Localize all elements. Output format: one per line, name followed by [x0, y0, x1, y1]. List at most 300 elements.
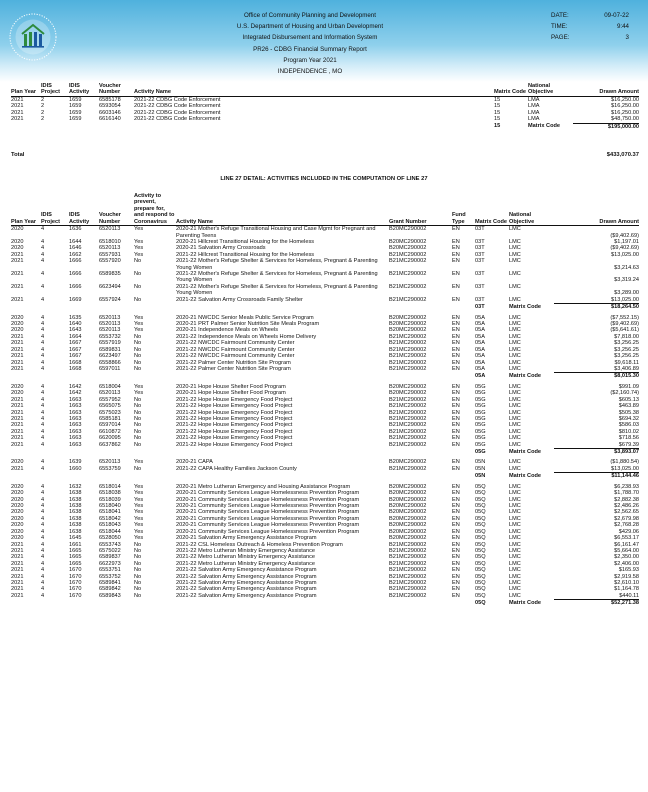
col-voucher: Voucher Number — [99, 193, 134, 226]
cell-activity-name: 2021-22 Hope House Emergency Food Project — [176, 422, 293, 429]
subtotal-row — [11, 473, 639, 480]
cell-drawn-amount: $2,350.00 — [614, 554, 639, 561]
cell-idis-activity: 1670 — [69, 573, 82, 580]
subtotal-amount: $11,144.46 — [554, 473, 639, 480]
cell-voucher: 6585181 — [99, 415, 121, 422]
cell-matrix-code: 05A — [475, 327, 485, 334]
cell-idis-activity: 1670 — [69, 567, 82, 574]
col-national-objective: National Objective — [509, 193, 554, 226]
col-plan-year: Plan Year — [11, 193, 41, 226]
cell-matrix-code: 05Q — [475, 496, 486, 503]
subtotal-row — [11, 123, 639, 130]
col-matrix-code: Matrix Code — [475, 193, 509, 226]
cell-plan-year: 2021 — [11, 116, 24, 123]
cell-idis-activity: 1640 — [69, 321, 82, 328]
cell-matrix-code: 05Q — [475, 560, 486, 567]
subtotal-code: 03T — [475, 303, 485, 310]
cell-idis-project: 4 — [41, 541, 45, 548]
cell-idis-project: 4 — [41, 502, 45, 509]
cell-fund-type: EN — [452, 365, 460, 372]
cell-fund-type: EN — [452, 428, 460, 435]
cell-voucher: 6518014 — [99, 483, 121, 490]
cell-national-objective: LMC — [509, 321, 521, 328]
cell-drawn-amount: $991.09 — [618, 383, 639, 390]
empty-cell — [452, 449, 475, 456]
subtotal-code: 05Q — [475, 599, 486, 606]
cell-drawn-amount: ($5,641.61) — [610, 327, 639, 334]
cell-fund-type: EN — [452, 359, 460, 366]
cell-grant-number: B20MC290002 — [389, 496, 427, 503]
cell-idis-project: 4 — [41, 465, 45, 472]
cell-coronavirus: Yes — [134, 515, 144, 522]
cell-national-objective: LMC — [509, 586, 521, 593]
cell-fund-type: EN — [452, 296, 460, 303]
cell-voucher: 6520113 — [99, 226, 121, 233]
empty-cell — [99, 600, 134, 607]
cell-coronavirus: Yes — [134, 314, 144, 321]
cell-plan-year: 2021 — [11, 465, 24, 472]
cell-coronavirus: Yes — [134, 238, 144, 245]
cell-fund-type: EN — [452, 422, 460, 429]
cell-grant-number: B21MC290002 — [389, 359, 427, 366]
cell-drawn-amount: $3,289.00 — [614, 290, 639, 297]
cell-idis-activity: 1660 — [69, 465, 82, 472]
cell-matrix-code: 05Q — [475, 528, 486, 535]
empty-cell — [99, 473, 134, 480]
cell-coronavirus: Yes — [134, 509, 144, 516]
empty-cell — [176, 600, 389, 607]
cell-fund-type: EN — [452, 251, 460, 258]
cell-grant-number: B21MC290002 — [389, 547, 427, 554]
cell-fund-type: EN — [452, 567, 460, 574]
empty-cell — [134, 600, 176, 607]
cell-idis-project: 4 — [41, 271, 45, 278]
cell-coronavirus: Yes — [134, 321, 144, 328]
cell-idis-project: 4 — [41, 415, 45, 422]
cell-grant-number: B21MC290002 — [389, 296, 427, 303]
cell-plan-year: 2021 — [11, 258, 24, 265]
subtotal-row — [11, 600, 639, 607]
table-row — [11, 284, 639, 297]
cell-plan-year: 2020 — [11, 226, 24, 233]
date-value: 09-07-22 — [604, 12, 629, 19]
cell-idis-activity: 1665 — [69, 554, 82, 561]
cell-fund-type: EN — [452, 390, 460, 397]
cell-voucher: 6622973 — [99, 560, 121, 567]
cell-voucher: 6520113 — [99, 245, 121, 252]
cell-idis-project: 4 — [41, 258, 45, 265]
cell-coronavirus: No — [134, 333, 142, 340]
cell-voucher: 6553759 — [99, 465, 121, 472]
cell-national-objective: LMC — [509, 340, 521, 347]
cell-grant-number: B20MC290002 — [389, 390, 427, 397]
cell-activity-name: 2020-21 Salvation Army Emergency Assistance Program — [176, 535, 317, 542]
cell-activity-name: 2020-21 Independence Meals on Wheels — [176, 327, 279, 334]
cell-idis-activity: 1659 — [69, 96, 82, 103]
cell-idis-project: 4 — [41, 547, 45, 554]
cell-grant-number: B20MC290002 — [389, 321, 427, 328]
cell-fund-type: EN — [452, 560, 460, 567]
cell-idis-project: 4 — [41, 428, 45, 435]
cell-drawn-amount: $6,161.47 — [614, 541, 639, 548]
empty-cell — [176, 304, 389, 311]
cell-national-objective: LMC — [509, 359, 521, 366]
cell-activity-name: 2021-22 NWCDC Fairmount Community Center — [176, 353, 295, 360]
cell-fund-type: EN — [452, 509, 460, 516]
cell-drawn-amount: ($9,402.69) — [610, 245, 639, 252]
cell-drawn-amount: ($1,880.54) — [610, 459, 639, 466]
cell-idis-activity: 1669 — [69, 296, 82, 303]
cell-idis-activity: 1659 — [69, 109, 82, 116]
cell-plan-year: 2020 — [11, 314, 24, 321]
cell-voucher: 6553743 — [99, 541, 121, 548]
cell-activity-name: 2021-22 NWCDC Fairmount Community Center — [176, 346, 295, 353]
cell-national-objective: LMC — [509, 541, 521, 548]
empty-cell — [134, 304, 176, 311]
subtotal-row — [11, 304, 639, 311]
cell-voucher: 6589837 — [99, 554, 121, 561]
cell-plan-year: 2020 — [11, 528, 24, 535]
cell-grant-number: B20MC290002 — [389, 490, 427, 497]
cell-coronavirus: No — [134, 541, 142, 548]
cell-coronavirus: No — [134, 365, 142, 372]
cell-fund-type: EN — [452, 258, 460, 265]
cell-coronavirus: No — [134, 271, 142, 278]
cell-matrix-code: 05Q — [475, 509, 486, 516]
cell-coronavirus: No — [134, 428, 142, 435]
cell-matrix-code: 05Q — [475, 580, 486, 587]
cell-matrix-code: 05G — [475, 435, 486, 442]
cell-fund-type: EN — [452, 333, 460, 340]
cell-national-objective: LMC — [509, 327, 521, 334]
cell-idis-activity: 1663 — [69, 415, 82, 422]
col-national-objective: National Objective — [528, 83, 573, 96]
cell-activity-name: 2021-22 Salvation Army Emergency Assistance Program — [176, 586, 317, 593]
cell-grant-number: B20MC290002 — [389, 483, 427, 490]
empty-cell — [176, 373, 389, 380]
cell-national-objective: LMC — [509, 390, 521, 397]
cell-voucher: 6518041 — [99, 509, 121, 516]
empty-cell — [99, 373, 134, 380]
empty-cell — [389, 600, 452, 607]
cell-matrix-code: 05Q — [475, 535, 486, 542]
cell-activity-name: 2020-21 Metro Lutheran Emergency and Housing Assistance Program — [176, 483, 351, 490]
page-label: PAGE: — [551, 34, 570, 42]
cell-idis-project: 4 — [41, 359, 45, 366]
cell-grant-number: B21MC290002 — [389, 560, 427, 567]
cell-plan-year: 2021 — [11, 271, 24, 278]
cell-voucher: 6597011 — [99, 365, 121, 372]
cell-fund-type: EN — [452, 502, 460, 509]
cell-fund-type: EN — [452, 403, 460, 410]
cell-drawn-amount: $9,618.11 — [614, 359, 639, 366]
cell-national-objective: LMA — [528, 109, 540, 116]
cell-drawn-amount: $3,256.25 — [614, 346, 639, 353]
cell-activity-name: 2020-21 Community Services League Homelessness Prevention Program — [176, 490, 360, 497]
cell-drawn-amount: $3,256.25 — [614, 340, 639, 347]
cell-activity-name: 2021-22 Independence Meals on Wheels Home Delivery — [176, 333, 317, 340]
cell-fund-type: EN — [452, 522, 460, 529]
page-row — [551, 32, 629, 43]
subtotal-amount: $3,893.07 — [554, 449, 639, 456]
cell-drawn-amount: $2,406.00 — [614, 560, 639, 567]
subtotal-label: Matrix Code — [509, 472, 542, 479]
cell-plan-year: 2020 — [11, 390, 24, 397]
cell-national-objective: LMC — [509, 346, 521, 353]
cell-matrix-code: 05G — [475, 422, 486, 429]
cell-plan-year: 2021 — [11, 435, 24, 442]
cell-national-objective: LMA — [528, 96, 540, 103]
cell-grant-number: B21MC290002 — [389, 340, 427, 347]
cell-plan-year: 2021 — [11, 96, 24, 103]
cell-fund-type: EN — [452, 321, 460, 328]
cell-grant-number: B21MC290002 — [389, 422, 427, 429]
cell-voucher: 6557924 — [99, 296, 121, 303]
cell-idis-project: 4 — [41, 396, 45, 403]
col-coronavirus: Activity to prevent, prepare for, and respond to Coronavirus — [134, 193, 175, 225]
cell-national-objective: LMA — [528, 116, 540, 123]
cell-drawn-amount: $2,919.58 — [614, 573, 639, 580]
table-row — [11, 96, 639, 103]
cell-national-objective: LMC — [509, 580, 521, 587]
cell-grant-number: B21MC290002 — [389, 251, 427, 258]
page-value: 3 — [625, 34, 629, 42]
cell-drawn-amount: $3,406.89 — [614, 365, 639, 372]
cell-idis-activity: 1661 — [69, 541, 82, 548]
cell-drawn-amount: $2,768.28 — [614, 522, 639, 529]
cell-plan-year: 2021 — [11, 554, 24, 561]
cell-fund-type: EN — [452, 271, 460, 278]
cell-idis-activity: 1642 — [69, 383, 82, 390]
cell-plan-year: 2021 — [11, 396, 24, 403]
cell-activity-name: 2021-22 Mother's Refuge Shelter & Services for Homeless, Pregnant & Parenting Young Women — [176, 283, 378, 297]
cell-coronavirus: No — [134, 415, 142, 422]
cell-national-objective: LMC — [509, 422, 521, 429]
cell-activity-name: 2020-21 Hillcrest Transitional Housing for the Homeless — [176, 238, 315, 245]
empty-cell — [389, 373, 452, 380]
empty-cell — [69, 373, 99, 380]
cell-coronavirus: No — [134, 258, 142, 265]
cell-grant-number: B21MC290002 — [389, 465, 427, 472]
col-plan-year: Plan Year — [11, 83, 41, 96]
total-amount: $433,070.37 — [606, 152, 639, 158]
cell-matrix-code: 05Q — [475, 490, 486, 497]
report-header-banner — [0, 0, 648, 82]
cell-voucher: 6558866 — [99, 359, 121, 366]
cell-voucher: 6518044 — [99, 528, 121, 535]
cell-activity-name: 2020-21 Community Services League Homelessness Prevention Program — [176, 502, 360, 509]
cell-national-objective: LMC — [509, 554, 521, 561]
cell-idis-project: 4 — [41, 586, 45, 593]
cell-plan-year: 2020 — [11, 483, 24, 490]
subtotal-code: 15 — [494, 123, 501, 130]
subtotal-code: 05A — [475, 372, 486, 379]
cell-plan-year: 2021 — [11, 409, 24, 416]
cell-drawn-amount: $3,214.63 — [614, 264, 639, 271]
subtotal-label: Matrix Code — [509, 599, 542, 606]
empty-cell — [69, 304, 99, 311]
cell-activity-name: 2020-21 Community Services League Homelessness Prevention Program — [176, 515, 360, 522]
cell-idis-project: 4 — [41, 365, 45, 372]
cell-coronavirus: No — [134, 353, 142, 360]
cell-matrix-code: 05Q — [475, 483, 486, 490]
cell-coronavirus: No — [134, 547, 142, 554]
cell-matrix-code: 05N — [475, 465, 486, 472]
cell-activity-name: 2021-22 Hope House Emergency Food Project — [176, 396, 293, 403]
cell-idis-project: 4 — [41, 560, 45, 567]
cell-activity-name: 2021-22 Hope House Emergency Food Project — [176, 403, 293, 410]
empty-cell — [69, 600, 99, 607]
header-line: INDEPENDENCE , MO — [277, 67, 343, 75]
cell-idis-project: 4 — [41, 321, 45, 328]
cell-grant-number: B21MC290002 — [389, 435, 427, 442]
cell-drawn-amount: ($7,552.15) — [610, 314, 639, 321]
cell-grant-number: B21MC290002 — [389, 541, 427, 548]
empty-cell — [11, 304, 41, 311]
cell-grant-number: B20MC290002 — [389, 515, 427, 522]
cell-idis-project: 2 — [41, 96, 45, 103]
cell-matrix-code: 05G — [475, 396, 486, 403]
cell-voucher: 6616140 — [99, 116, 121, 123]
cell-plan-year: 2021 — [11, 283, 24, 290]
col-drawn-amount: Drawn Amount — [573, 83, 639, 96]
col-fund-type: Fund Type — [452, 193, 475, 226]
cell-idis-project: 4 — [41, 496, 45, 503]
cell-idis-project: 4 — [41, 403, 45, 410]
cell-plan-year: 2021 — [11, 547, 24, 554]
cell-idis-project: 2 — [41, 116, 45, 123]
cell-national-objective: LMC — [509, 415, 521, 422]
cell-drawn-amount: $440.11 — [619, 592, 639, 599]
cell-plan-year: 2020 — [11, 327, 24, 334]
cell-idis-activity: 1663 — [69, 441, 82, 448]
cell-matrix-code: 15 — [494, 96, 501, 103]
cell-idis-activity: 1667 — [69, 353, 82, 360]
cell-matrix-code: 05G — [475, 383, 486, 390]
col-idis-activity: IDIS Activity — [69, 193, 99, 226]
cell-fund-type: EN — [452, 409, 460, 416]
cell-idis-project: 4 — [41, 535, 45, 542]
cell-activity-name: 2021-22 Metro Lutheran Ministry Emergency Assistance — [176, 547, 315, 554]
table-row — [11, 297, 639, 304]
cell-idis-project: 4 — [41, 245, 45, 252]
cell-fund-type: EN — [452, 535, 460, 542]
cell-plan-year: 2020 — [11, 509, 24, 516]
cell-national-objective: LMC — [509, 509, 521, 516]
cell-voucher: 6518043 — [99, 522, 121, 529]
subtotal-code: 05N — [475, 472, 486, 479]
total-row — [11, 152, 639, 159]
cell-national-objective: LMC — [509, 271, 521, 278]
cell-coronavirus: Yes — [134, 327, 144, 334]
cell-coronavirus: Yes — [134, 251, 144, 258]
cell-fund-type: EN — [452, 346, 460, 353]
cell-idis-project: 4 — [41, 327, 45, 334]
cell-grant-number: B21MC290002 — [389, 353, 427, 360]
cell-activity-name: 2021-22 Salvation Army Emergency Assistance Program — [176, 567, 317, 574]
cell-activity-name: 2021-22 Hope House Emergency Food Project — [176, 435, 293, 442]
cell-plan-year: 2021 — [11, 541, 24, 548]
cell-matrix-code: 05G — [475, 403, 486, 410]
cell-plan-year: 2021 — [11, 359, 24, 366]
cell-drawn-amount: $3,256.25 — [614, 353, 639, 360]
cell-plan-year: 2020 — [11, 535, 24, 542]
table-row — [11, 116, 639, 123]
cell-voucher: 6637862 — [99, 441, 121, 448]
cell-grant-number: B21MC290002 — [389, 403, 427, 410]
cell-activity-name: 2021-22 Hillcrest Transitional Housing for the Homeless — [176, 251, 315, 258]
cell-national-objective: LMC — [509, 238, 521, 245]
cell-fund-type: EN — [452, 327, 460, 334]
cell-fund-type: EN — [452, 580, 460, 587]
cell-voucher: 6589843 — [99, 592, 121, 599]
cell-activity-name: 2021-22 Palmer Center Nutrition Site Program — [176, 359, 291, 366]
cell-matrix-code: 03T — [475, 238, 485, 245]
cell-coronavirus: No — [134, 567, 142, 574]
header-line: Program Year 2021 — [283, 56, 337, 64]
cell-idis-activity: 1638 — [69, 509, 82, 516]
cell-activity-name: 2021-22 Salvation Army Crossroads Family Shelter — [176, 296, 303, 303]
cell-drawn-amount: $2,486.26 — [614, 502, 639, 509]
cell-fund-type: EN — [452, 592, 460, 599]
cell-idis-activity: 1639 — [69, 459, 82, 466]
cell-voucher: 6623497 — [99, 353, 121, 360]
cell-idis-activity: 1670 — [69, 592, 82, 599]
table-row — [11, 442, 639, 449]
cell-plan-year: 2021 — [11, 251, 24, 258]
cell-fund-type: EN — [452, 396, 460, 403]
empty-cell — [452, 600, 475, 607]
cell-matrix-code: 15 — [494, 116, 501, 123]
cell-coronavirus: No — [134, 435, 142, 442]
cell-drawn-amount: ($2,160.74) — [610, 390, 639, 397]
cell-plan-year: 2021 — [11, 567, 24, 574]
cell-drawn-amount: $13,025.00 — [611, 296, 639, 303]
cell-idis-activity: 1667 — [69, 346, 82, 353]
cell-idis-project: 4 — [41, 340, 45, 347]
cell-fund-type: EN — [452, 554, 460, 561]
cell-fund-type: EN — [452, 245, 460, 252]
cell-matrix-code: 05A — [475, 321, 485, 328]
empty-cell — [99, 449, 134, 456]
empty-cell — [176, 473, 389, 480]
cell-voucher: 6565075 — [99, 403, 121, 410]
cell-drawn-amount: $505.38 — [618, 409, 639, 416]
empty-cell — [176, 449, 389, 456]
cell-grant-number: B21MC290002 — [389, 346, 427, 353]
report-meta — [551, 10, 629, 44]
cell-activity-name: 2021-22 CDBG Code Enforcement — [134, 109, 221, 116]
cell-idis-activity: 1638 — [69, 528, 82, 535]
cell-idis-activity: 1665 — [69, 560, 82, 567]
cell-national-objective: LMC — [509, 547, 521, 554]
cell-drawn-amount: $5,664.00 — [614, 547, 639, 554]
cell-coronavirus: Yes — [134, 383, 144, 390]
cell-grant-number: B21MC290002 — [389, 333, 427, 340]
cell-voucher: 6603146 — [99, 109, 121, 116]
cell-matrix-code: 15 — [494, 109, 501, 116]
cell-grant-number: B20MC290002 — [389, 383, 427, 390]
cell-drawn-amount: $16,250.00 — [611, 96, 639, 103]
empty-cell — [69, 123, 99, 130]
cell-coronavirus: No — [134, 283, 142, 290]
cell-idis-project: 4 — [41, 522, 45, 529]
cell-activity-name: 2021-22 Hope House Emergency Food Project — [176, 441, 293, 448]
hud-seal-icon — [8, 12, 58, 62]
cell-plan-year: 2020 — [11, 502, 24, 509]
cell-voucher: 6557931 — [99, 251, 121, 258]
cell-national-objective: LMC — [509, 435, 521, 442]
